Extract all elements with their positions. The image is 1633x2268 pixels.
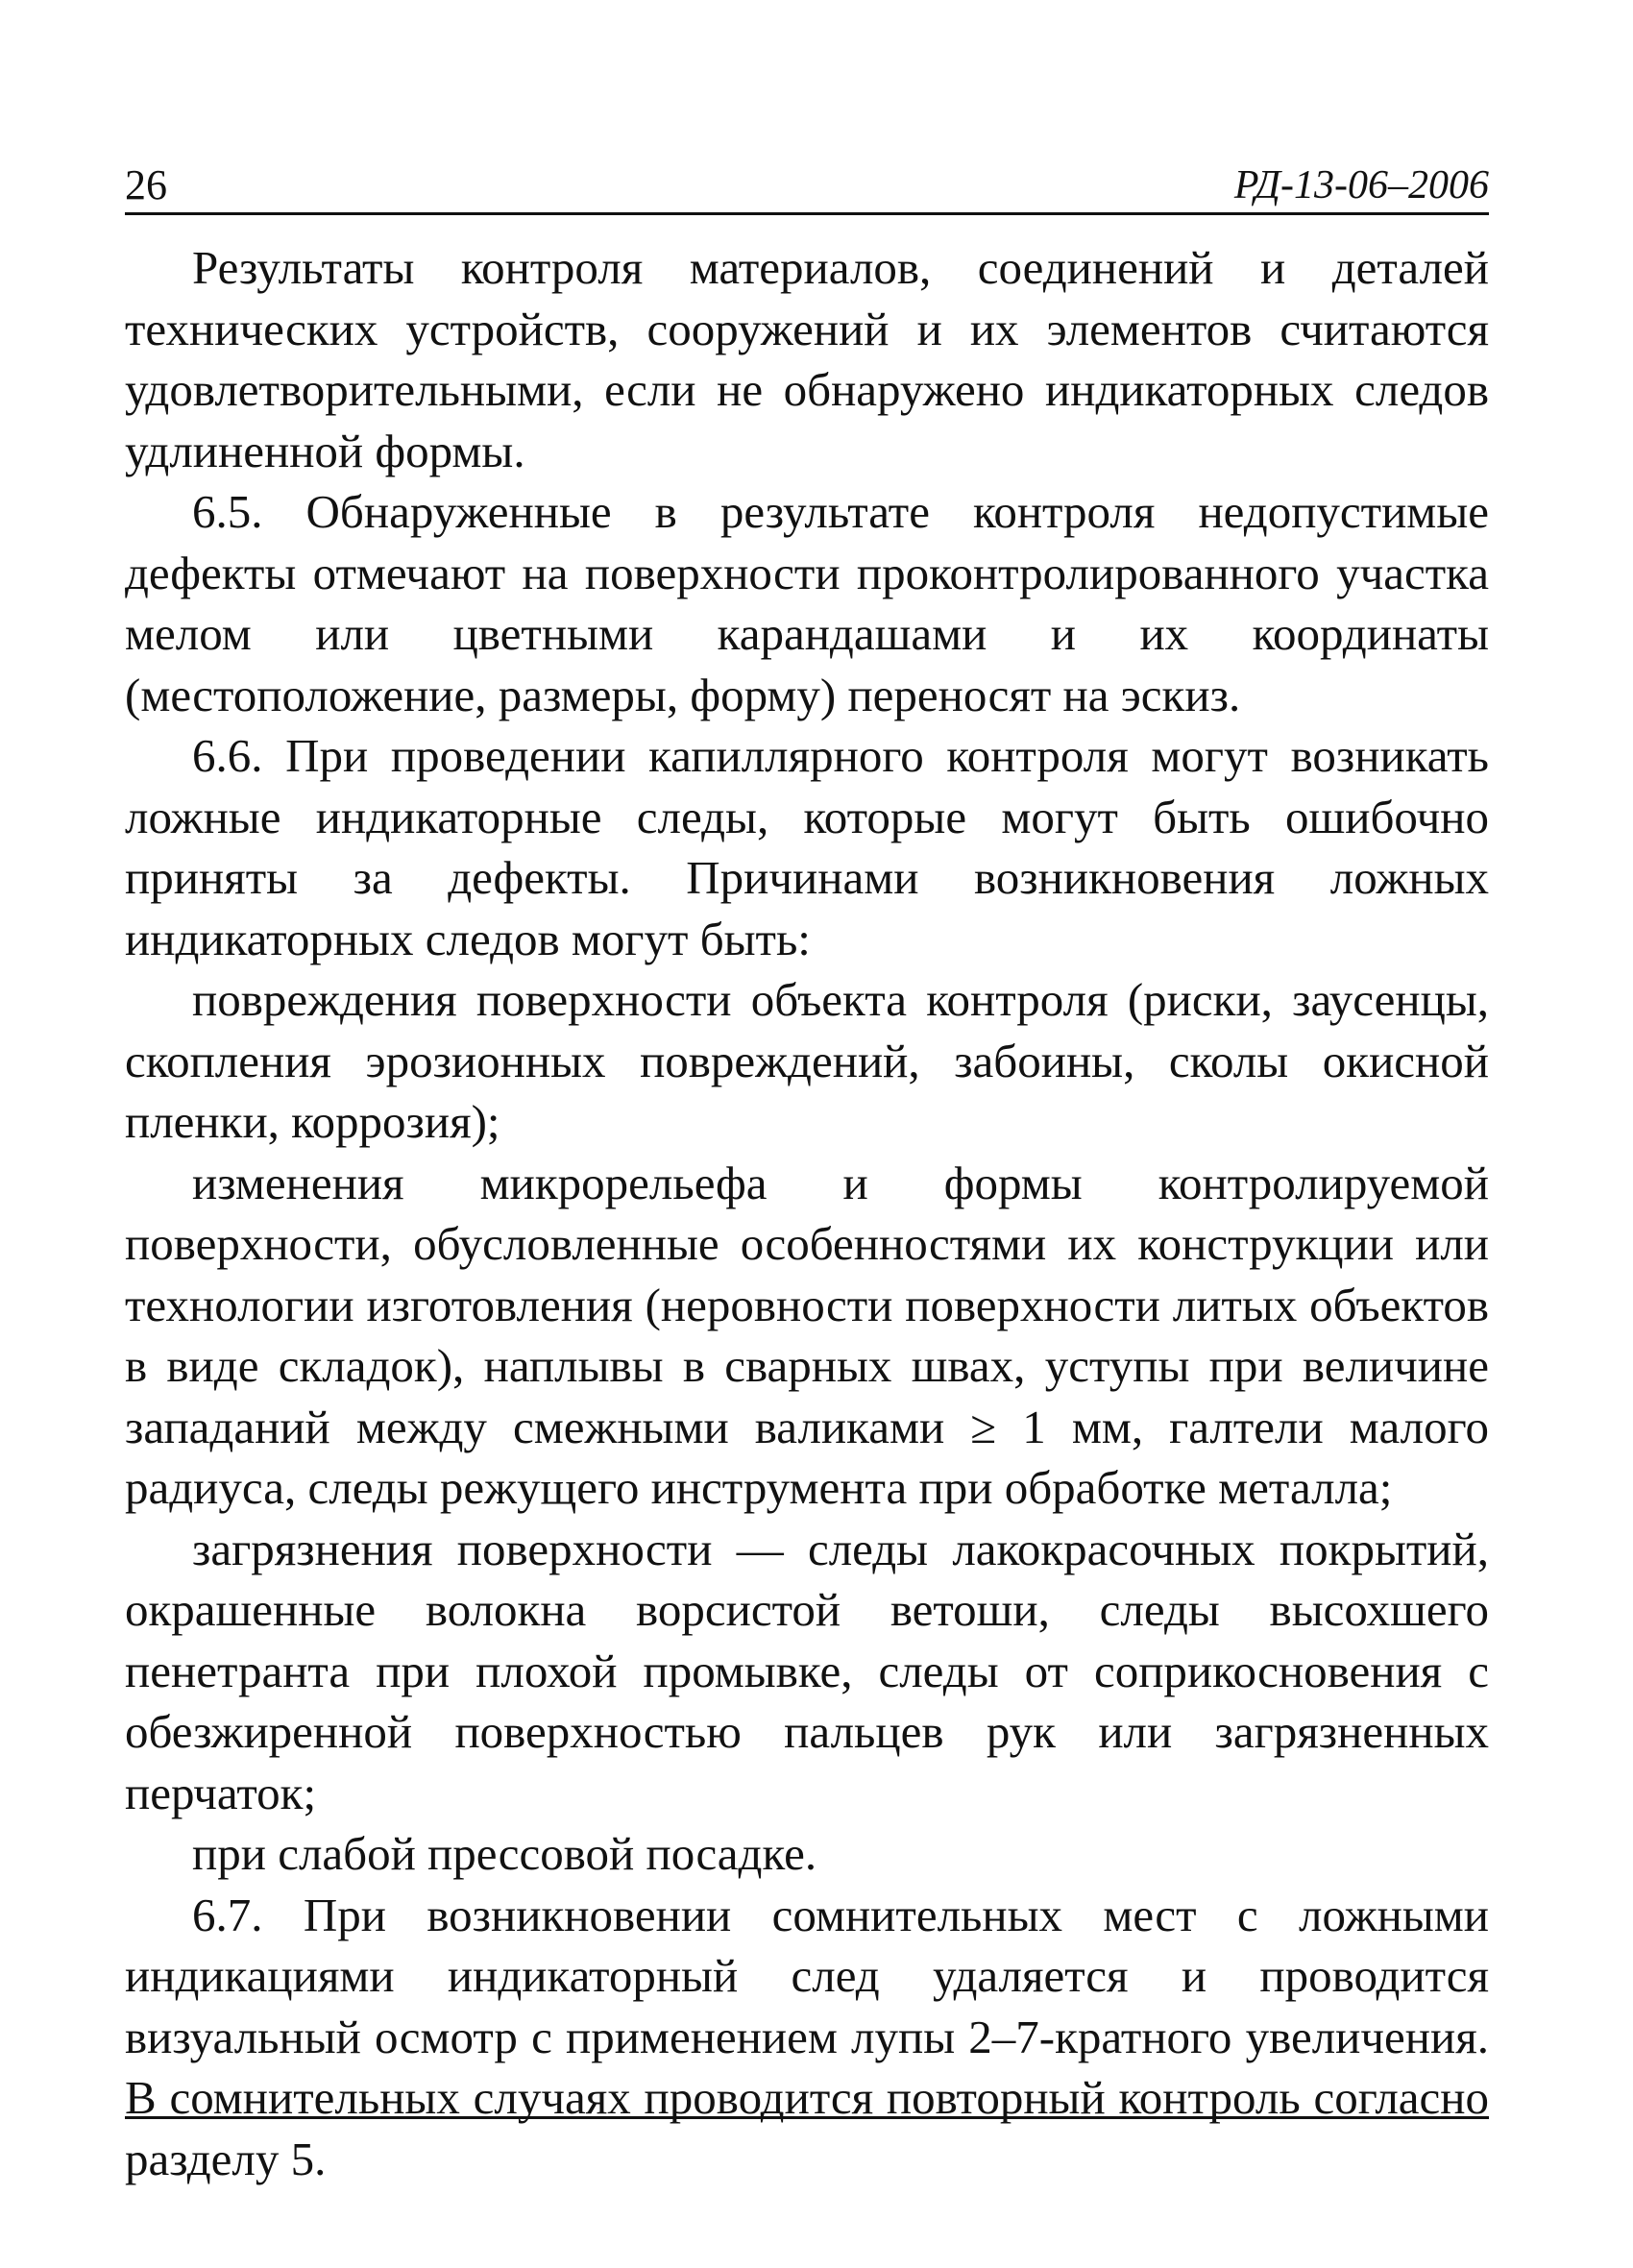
body-text <box>125 237 1489 2189</box>
paragraph-results: Результаты контроля материалов, соединений и деталей технических устройств, сооружений и их элементов считаются удовлетворительными, если не обнаружено индикаторных следов удлиненной формы. <box>125 241 1489 477</box>
page-number: 26 <box>125 161 167 208</box>
list-item-press-fit: при слабой прессовой посадке. <box>192 1827 817 1880</box>
paragraph-6-7: 6.7. При возникновении сомнительных мест с ложными индикациями индикаторный след удаляется и проводится визуальный осмотр с применением лупы 2–7-кратного увеличения. В сомнительных случаях проводится повторный контроль согласно разделу 5. <box>125 1888 1489 2185</box>
footer-divider <box>125 2116 1489 2119</box>
header-divider <box>125 212 1489 215</box>
list-item-microrelief-changes: изменения микрорельефа и формы контролируемой поверхности, обусловленные особенностями их конструкции или технологии изготовления (неровности поверхности литых объектов в виде складок), наплывы в сварных швах, уступы при величине западаний между смежными валиками ≥ 1 мм, галтели малого радиуса, следы режущего инструмента при обработке металла; <box>125 1156 1489 1514</box>
paragraph-6-6: 6.6. При проведении капиллярного контроля могут возникать ложные индикаторные следы, которые могут быть ошибочно приняты за дефекты. Причинами возникновения ложных индикаторных следов могут быть: <box>125 729 1489 965</box>
list-item-surface-damage: повреждения поверхности объекта контроля (риски, заусенцы, скопления эрозионных повреждений, забоины, сколы окисной пленки, коррозия); <box>125 973 1489 1148</box>
document-code: РД-13-06–2006 <box>1233 163 1489 207</box>
list-item-surface-contamination: загрязнения поверхности — следы лакокрасочных покрытий, окрашенные волокна ворсистой ветоши, следы высохшего пенетранта при плохой промывке, следы от соприкосновения с обезжиренной поверхностью пальцев рук или загрязненных перчаток; <box>125 1522 1489 1819</box>
paragraph-6-5: 6.5. Обнаруженные в результате контроля недопустимые дефекты отмечают на поверхности проконтролированного участка мелом или цветными карандашами и их координаты (местоположение, размеры, форму) переносят на эскиз. <box>125 485 1489 721</box>
